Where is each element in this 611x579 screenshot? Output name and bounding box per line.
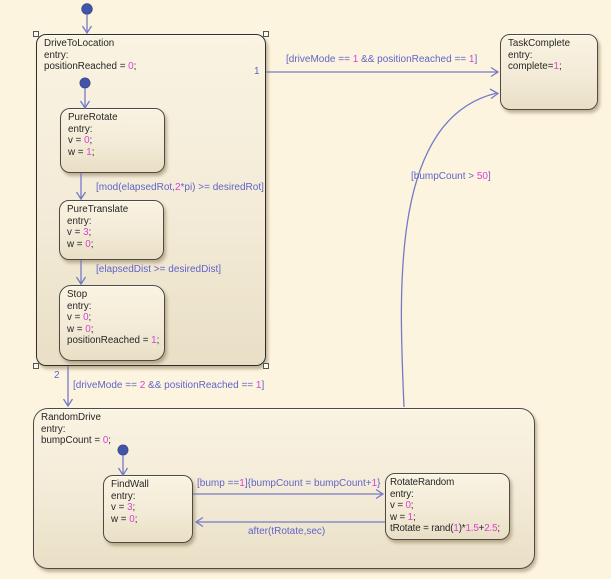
state-action-line: entry: — [67, 215, 92, 227]
state-title: PureTranslate — [67, 204, 129, 215]
state-action-line: positionReached = 0; — [44, 61, 137, 72]
state-title: RotateRandom — [390, 477, 455, 488]
state-action-line: entry: — [41, 423, 66, 435]
selection-handle[interactable] — [263, 363, 269, 369]
state-action-line: w = 0; — [67, 323, 94, 335]
state-title: DriveToLocation — [44, 38, 115, 49]
state-action-line: v = 3; — [111, 502, 136, 513]
state-action-line: bumpCount = 0; — [41, 435, 112, 446]
selection-handle[interactable] — [33, 363, 39, 369]
transition-puretranslate-to-stop[interactable] — [77, 260, 86, 284]
state-title: PureRotate — [68, 112, 118, 123]
state-action-line: positionReached = 1; — [67, 335, 160, 346]
state-action-line: entry: — [390, 488, 414, 500]
state-action-line: tRotate = rand(1)*1.5+2.5; — [390, 523, 500, 534]
default-transition-chart[interactable] — [82, 4, 92, 33]
state-action-line: w = 1; — [68, 146, 95, 158]
state-action-line: v = 0; — [67, 312, 92, 323]
state-action-line: entry: — [68, 123, 93, 135]
transition-randomdrive-to-taskcomplete[interactable] — [401, 89, 498, 407]
state-action-line: v = 3; — [67, 227, 92, 238]
transition-findwall-to-rotaterandom[interactable] — [193, 490, 383, 499]
transition-purerotate-to-puretranslate[interactable] — [77, 173, 86, 199]
transition-order-number[interactable]: 2 — [54, 370, 60, 381]
state-action-line: w = 0; — [67, 238, 94, 250]
default-transition-randomdrive[interactable] — [118, 445, 128, 475]
transition-label-purerotate-to-puretranslate[interactable]: [mod(elapsedRot,2*pi) >= desiredRot] — [96, 182, 264, 193]
initial-state-dot[interactable] — [80, 78, 90, 88]
default-transition-drivetolocation[interactable] — [80, 78, 90, 108]
selection-handle[interactable] — [263, 31, 269, 37]
initial-state-dot[interactable] — [118, 445, 128, 455]
selection-handle[interactable] — [33, 31, 39, 37]
state-action-line: entry: — [111, 490, 136, 502]
state-title: Stop — [67, 289, 88, 300]
transition-order-number[interactable]: 1 — [254, 66, 260, 77]
initial-state-dot[interactable] — [82, 4, 92, 14]
transition-label-drive-to-taskcomplete[interactable]: [driveMode == 1 && positionReached == 1] — [286, 54, 478, 65]
transition-drivetolocation-to-randomdrive[interactable] — [64, 366, 73, 406]
transition-label-randomdrive-to-taskcomplete[interactable]: [bumpCount > 50] — [411, 171, 491, 182]
state-action-line: v = 0; — [390, 500, 414, 511]
state-action-line: w = 0; — [111, 513, 138, 525]
transition-label-puretranslate-to-stop[interactable]: [elapsedDist >= desiredDist] — [96, 264, 222, 275]
state-title: FindWall — [111, 479, 149, 490]
state-title: TaskComplete — [508, 38, 571, 49]
state-action-line: complete=1; — [508, 61, 562, 72]
transition-drivetolocation-to-taskcomplete[interactable] — [266, 68, 498, 77]
state-action-line: entry: — [508, 49, 533, 61]
transition-label-rotaterandom-to-findwall[interactable]: after(tRotate,sec) — [248, 526, 326, 537]
transition-label-findwall-to-rotaterandom[interactable]: [bump ==1]{bumpCount = bumpCount+1} — [197, 478, 381, 489]
state-action-line: entry: — [67, 300, 92, 312]
state-action-line: v = 0; — [68, 135, 93, 146]
state-action-line: w = 1; — [390, 511, 416, 523]
state-action-line: entry: — [44, 49, 69, 61]
transition-label-drive-to-randomdrive[interactable]: [driveMode == 2 && positionReached == 1] — [73, 380, 265, 391]
state-title: RandomDrive — [41, 412, 101, 423]
